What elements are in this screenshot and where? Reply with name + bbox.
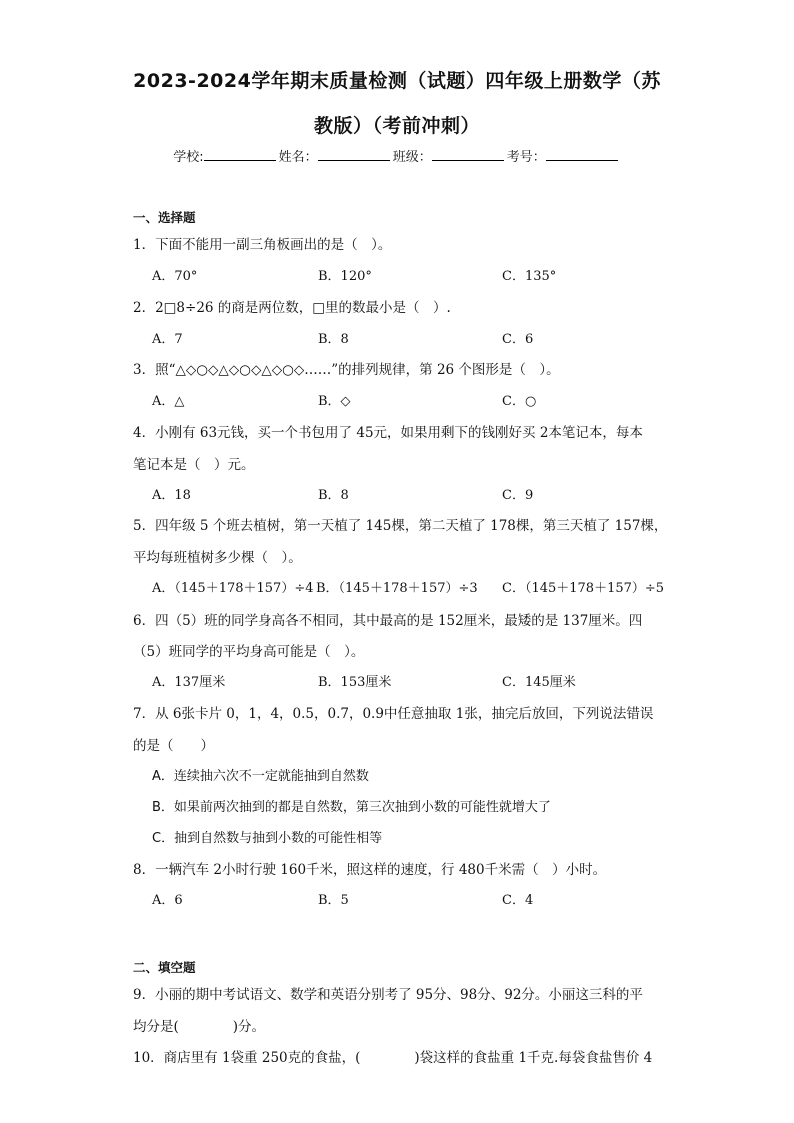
question-6-line2: （5）班同学的平均身高可能是（ ）。 — [133, 644, 365, 660]
question-9-line1: 9．小丽的期中考试语文、数学和英语分别考了 95分、98分、92分。小丽这三科的平 — [133, 987, 643, 1003]
number-label: 考号： — [506, 150, 546, 165]
q7-option-a: A．连续抽六次不一定就能抽到自然数 — [152, 769, 369, 784]
q7-option-b: B．如果前两次抽到的都是自然数，第三次抽到小数的可能性就增大了 — [152, 800, 551, 815]
name-blank[interactable] — [318, 148, 390, 161]
question-8: 8．一辆汽车 2小时行驶 160千米，照这样的速度，行 480千米需（ ）小时。 — [133, 862, 607, 878]
q4-option-c: C．9 — [502, 488, 534, 503]
q6-option-c: C．145厘米 — [502, 675, 576, 690]
number-blank[interactable] — [546, 148, 618, 161]
question-7-line2: 的是（ ） — [133, 738, 214, 754]
q8-option-b: B．5 — [318, 893, 349, 908]
section-heading-choice: 一、选择题 — [133, 210, 196, 225]
q3-option-a: A．△ — [152, 394, 185, 409]
q5-option-b: B．（145＋178＋157）÷3 — [316, 581, 478, 596]
page-title-line1: 2023-2024学年期末质量检测（试题）四年级上册数学（苏 — [133, 70, 661, 92]
question-4-line1: 4．小刚有 63元钱，买一个书包用了 45元，如果用剩下的钱刚好买 2本笔记本，每本 — [133, 425, 643, 441]
q3-option-c: C．○ — [502, 394, 537, 409]
page-title-line2: 教版）（考前冲刺） — [313, 115, 480, 137]
question-2: 2．2□8÷26 的商是两位数，□里的数最小是（ ）. — [133, 300, 451, 316]
q2-option-b: B．8 — [318, 332, 349, 347]
q2-option-c: C．6 — [502, 332, 534, 347]
q4-option-b: B．8 — [318, 488, 349, 503]
question-10-line1: 10．商店里有 1袋重 250克的食盐，( )袋这样的食盐重 1千克.每袋食盐售价 4 — [133, 1050, 653, 1066]
section-heading-fill: 二、填空题 — [133, 960, 196, 975]
q8-option-a: A．6 — [152, 893, 183, 908]
q1-option-b: B．120° — [318, 269, 372, 284]
class-label: 班级： — [392, 150, 432, 165]
question-9-line2: 均分是( )分。 — [133, 1019, 266, 1035]
q2-option-a: A．7 — [152, 332, 183, 347]
q6-option-b: B．153厘米 — [318, 675, 392, 690]
q3-option-b: B．◇ — [318, 394, 351, 409]
q1-option-a: A．70° — [152, 269, 198, 284]
student-info-row — [0, 146, 794, 165]
question-7-line1: 7．从 6张卡片 0，1，4，0.5，0.7，0.9中任意抽取 1张，抽完后放回，下列说法错误 — [133, 706, 654, 722]
class-blank[interactable] — [432, 148, 504, 161]
school-blank[interactable] — [204, 148, 276, 161]
question-1: 1．下面不能用一副三角板画出的是（ ）。 — [133, 237, 392, 253]
q5-option-c: C．（145＋178＋157）÷5 — [502, 581, 665, 596]
question-6-line1: 6．四（5）班的同学身高各不相同，其中最高的是 152厘米，最矮的是 137厘米。四 — [133, 613, 643, 629]
q8-option-c: C．4 — [502, 893, 534, 908]
question-5-line1: 5．四年级 5 个班去植树，第一天植了 145棵，第二天植了 178棵，第三天植了 157棵， — [133, 518, 668, 534]
q4-option-a: A．18 — [152, 488, 191, 503]
question-4-line2: 笔记本是（ ）元。 — [133, 457, 255, 473]
q7-option-c: C．抽到自然数与抽到小数的可能性相等 — [152, 831, 383, 846]
q6-option-a: A．137厘米 — [152, 675, 226, 690]
question-5-line2: 平均每班植树多少棵（ ）。 — [133, 550, 302, 566]
q5-option-a: A．（145＋178＋157）÷4 — [152, 581, 314, 596]
q1-option-c: C．135° — [502, 269, 557, 284]
question-3: 3．照“△◇○◇△◇○◇△◇○◇……”的排列规律，第 26 个图形是（ ）。 — [133, 362, 560, 378]
school-label: 学校: — [173, 150, 204, 165]
name-label: 姓名： — [278, 150, 318, 165]
